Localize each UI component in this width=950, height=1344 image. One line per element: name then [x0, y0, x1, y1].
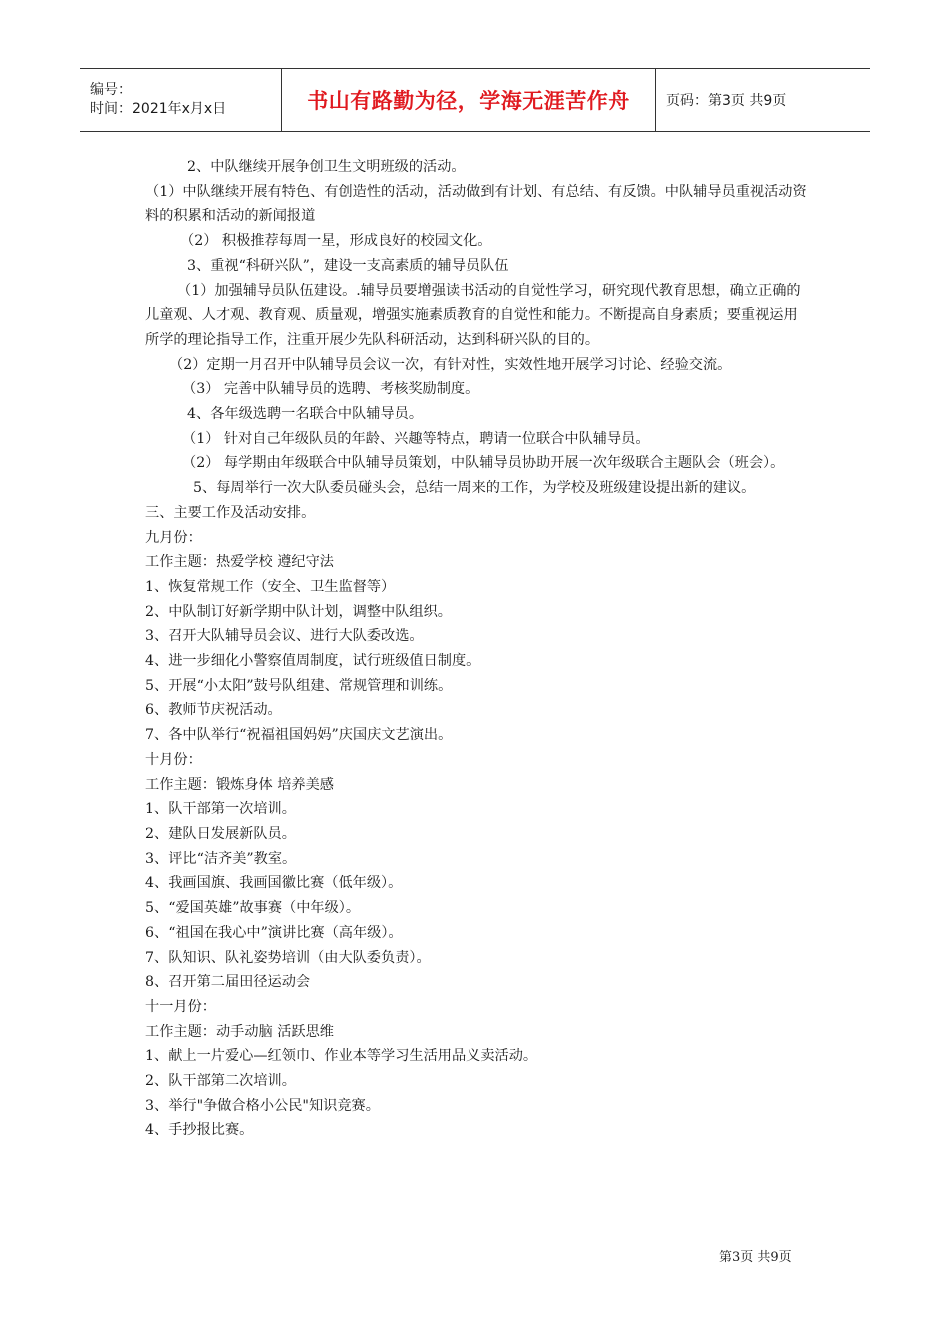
body-paragraph: 8、召开第二届田径运动会: [145, 974, 311, 991]
body-paragraph: （2） 每学期由年级联合中队辅导员策划，中队辅导员协助开展一次年级联合主题队会（班会）。: [182, 455, 785, 472]
footer-page-number: 第3页 共9页: [719, 1250, 792, 1265]
header-meta: [80, 69, 282, 131]
body-paragraph: 十一月份：: [145, 998, 216, 1015]
document-number-label: 编号：: [90, 82, 132, 98]
body-paragraph: 工作主题：锻炼身体 培养美感: [145, 776, 334, 793]
header-motto: [282, 69, 656, 131]
body-paragraph: （2） 积极推荐每周一星，形成良好的校园文化。: [180, 233, 492, 250]
body-paragraph: 3、评比“洁齐美”教室。: [145, 850, 297, 867]
body-paragraph: 工作主题：动手动脑 活跃思维: [145, 1023, 334, 1040]
body-paragraph: 1、献上一片爱心—红领巾、作业本等学习生活用品义卖活动。: [145, 1048, 538, 1065]
body-paragraph: 4、各年级选聘一名联合中队辅导员。: [187, 406, 424, 423]
body-paragraph: 三、主要工作及活动安排。: [145, 504, 316, 521]
document-header: [80, 68, 870, 132]
body-paragraph: 3、召开大队辅导员会议、进行大队委改选。: [145, 628, 424, 645]
body-paragraph: （2）定期一月召开中队辅导员会议一次，有针对性，实效性地开展学习讨论、经验交流。: [169, 356, 732, 373]
body-paragraph: （1） 针对自己年级队员的年龄、兴趣等特点，聘请一位联合中队辅导员。: [182, 430, 650, 447]
body-paragraph: 7、队知识、队礼姿势培训（由大队委负责）。: [145, 949, 431, 966]
body-paragraph: 2、建队日发展新队员。: [145, 825, 296, 842]
body-paragraph: 6、教师节庆祝活动。: [145, 702, 282, 719]
body-paragraph: 2、中队制订好新学期中队计划，调整中队组织。: [145, 603, 452, 620]
body-paragraph: 3、重视“科研兴队”，建设一支高素质的辅导员队伍: [187, 257, 509, 274]
body-paragraph: 2、中队继续开展争创卫生文明班级的活动。: [187, 159, 466, 175]
body-paragraph: （1）加强辅导员队伍建设。.辅导员要增强读书活动的自觉性学习，研究现代教育思想，确立正确的儿童观、人才观、教育观、质量观，增强实施素质教育的自觉性和能力。不断提高自身素质；要重视运用所学的理论指导工作，注重开展少先队科研活动，达到科研兴队的目的。: [145, 282, 801, 348]
body-paragraph: 7、各中队举行“祝福祖国妈妈”庆国庆文艺演出。: [145, 727, 453, 744]
body-paragraph: 5、“爱国英雄”故事赛（中年级）。: [145, 900, 361, 917]
body-paragraph: 九月份：: [145, 529, 202, 546]
body-paragraph: 1、恢复常规工作（安全、卫生监督等）: [145, 578, 396, 595]
body-paragraph: 2、队干部第二次培训。: [145, 1073, 296, 1090]
body-paragraph: 1、队干部第一次培训。: [145, 801, 296, 818]
body-paragraph: 6、“祖国在我心中”演讲比赛（高年级）。: [145, 924, 403, 941]
body-paragraph: 4、进一步细化小警察值周制度，试行班级值日制度。: [145, 653, 481, 670]
body-paragraph: 十月份：: [145, 751, 202, 768]
body-paragraph: 3、举行"争做合格小公民"知识竞赛。: [145, 1097, 380, 1114]
header-page-number: 页码：第3页 共9页: [666, 93, 787, 109]
document-date: 时间：2021年x月x日: [90, 101, 227, 117]
motto-text: 书山有路勤为径，学海无涯苦作舟: [307, 89, 630, 113]
document-body: [145, 155, 810, 1143]
body-paragraph: （3） 完善中队辅导员的选聘、考核奖励制度。: [182, 381, 480, 398]
body-paragraph: 4、我画国旗、我画国徽比赛（低年级）。: [145, 875, 403, 892]
body-paragraph: 4、手抄报比赛。: [145, 1122, 254, 1139]
body-paragraph: 5、开展“小太阳”鼓号队组建、常规管理和训练。: [145, 677, 453, 694]
body-paragraph: 5、每周举行一次大队委员碰头会，总结一周来的工作，为学校及班级建设提出新的建议。: [193, 480, 756, 497]
body-paragraph: 工作主题：热爱学校 遵纪守法: [145, 554, 334, 571]
body-paragraph: （1）中队继续开展有特色、有创造性的活动，活动做到有计划、有总结、有反馈。中队辅导员重视活动资料的积累和活动的新闻报道: [145, 183, 807, 225]
header-page-info: [656, 69, 870, 131]
